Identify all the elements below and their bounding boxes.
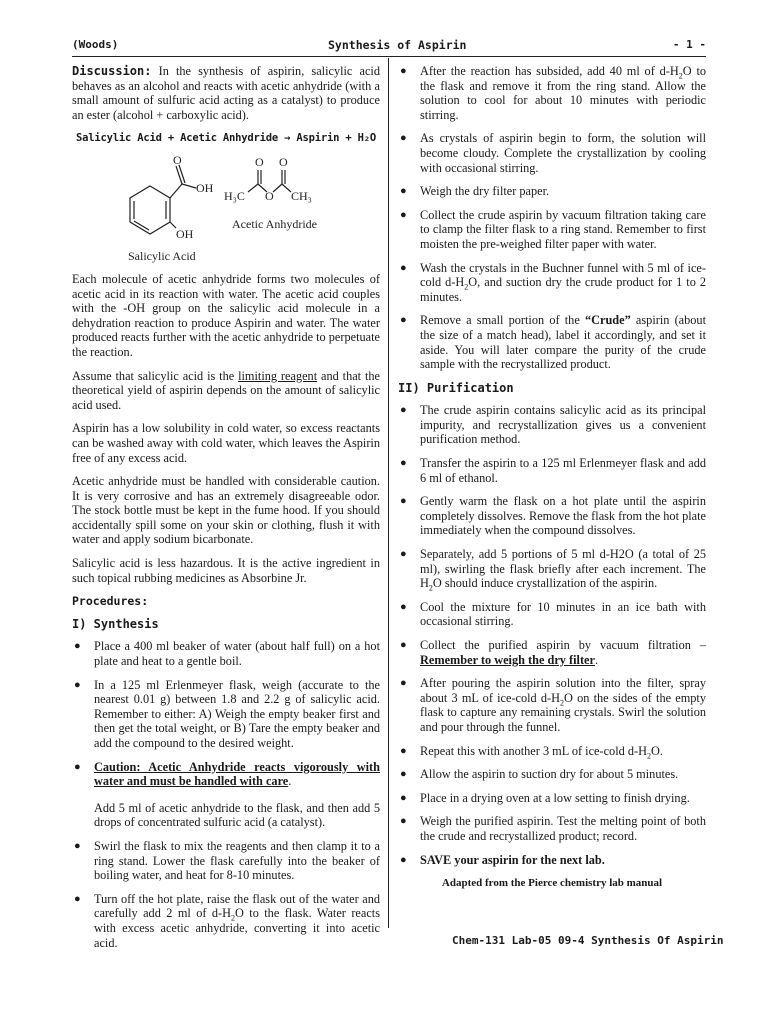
bullet-icon: ● bbox=[400, 768, 407, 781]
list-item: ● Place a 400 ml beaker of water (about half full) on a hot plate and heat to a gentle boil. bbox=[74, 639, 380, 669]
bullet-icon: ● bbox=[400, 65, 407, 77]
bullet-icon: ● bbox=[74, 839, 81, 852]
bullet-icon: ● bbox=[400, 404, 407, 417]
discussion-label: Discussion: bbox=[72, 64, 152, 78]
synthesis-steps bbox=[72, 639, 380, 788]
anhydride-carbonyl-o-1: O bbox=[255, 154, 264, 169]
bullet-icon: ● bbox=[74, 640, 81, 653]
bullet-icon: ● bbox=[400, 185, 407, 198]
bullet-icon: ● bbox=[400, 314, 407, 327]
page-footer: Chem-131 Lab-05 09-4 Synthesis Of Aspirin bbox=[452, 934, 724, 947]
list-item: ● Allow the aspirin to suction dry for about 5 minutes. bbox=[400, 767, 679, 782]
save-aspirin-note: SAVE your aspirin for the next lab. bbox=[420, 852, 605, 867]
weigh-filter-reminder: Remember to weigh the dry filter bbox=[420, 652, 595, 667]
list-item: ● Collect the crude aspirin by vacuum filtration taking care to clamp the filter flask to a ring stand. Remember to first moisten the pre-weighed filter paper with water. bbox=[400, 207, 706, 251]
list-item: ● Weigh the purified aspirin. Test the melting point of both the crude and recrystallized product; record. bbox=[400, 814, 706, 843]
bullet-icon: ● bbox=[400, 639, 407, 651]
list-item: ● Cool the mixture for 10 minutes in an ice bath with occasional stirring. bbox=[400, 599, 706, 629]
page-header bbox=[72, 36, 706, 56]
bullet-icon: ● bbox=[400, 600, 407, 613]
list-item: ● Caution: Acetic Anhydride reacts vigorously with water and must be handled with care. bbox=[74, 759, 380, 789]
bullet-icon: ● bbox=[400, 815, 407, 828]
acetic-anhydride-label: Acetic Anhydride bbox=[232, 216, 317, 231]
list-item: ● After pouring the aspirin solution into the filter, spray about 3 mL of ice-cold $d-H_2O$ on the sides of the empty flask to capture any remaining crystals. Swirl the solution and pour through the funnel. bbox=[400, 676, 706, 734]
bullet-icon: ● bbox=[400, 853, 407, 866]
list-item: ● Transfer the aspirin to a 125 ml Erlenmeyer flask and add 6 ml of ethanol. bbox=[400, 456, 706, 485]
salicylic-carboxyl-oh: OH bbox=[196, 180, 214, 195]
salicylic-phenol-oh: OH bbox=[176, 226, 194, 241]
list-item: ● Turn off the hot plate, raise the flask out of the water and carefully add 2 ml of $d-H_2O$ to the flask. Water reacts with excess acetic anhydride, converting it into acetic acid. bbox=[74, 891, 380, 950]
bullet-icon: ● bbox=[400, 791, 407, 804]
list-item: ● Repeat this with another 3 mL of ice-cold $d-H_2O$. bbox=[400, 743, 663, 761]
header-rule bbox=[72, 56, 706, 57]
right-column bbox=[398, 64, 706, 891]
bullet-icon: ● bbox=[400, 677, 407, 690]
bullet-icon: ● bbox=[74, 678, 81, 691]
limiting-reagent-term: limiting reagent bbox=[238, 368, 318, 383]
bullet-icon: ● bbox=[400, 457, 407, 470]
purification-heading: II) Purification bbox=[398, 380, 514, 395]
bullet-icon: ● bbox=[400, 261, 407, 274]
header-author: (Woods) bbox=[72, 38, 119, 51]
source-credit: Adapted from the Pierce chemistry lab manual bbox=[441, 877, 663, 890]
chemical-structures bbox=[72, 148, 380, 263]
header-page-number: - 1 - bbox=[672, 38, 706, 51]
left-column bbox=[72, 64, 380, 959]
anhydride-h3c: H₃C bbox=[224, 188, 245, 203]
bullet-icon: ● bbox=[400, 495, 407, 508]
salicylic-carbonyl-o: O bbox=[173, 152, 182, 167]
list-item: ● Weigh the dry filter paper. bbox=[400, 184, 550, 199]
synthesis-steps-right bbox=[398, 64, 706, 372]
add-anhydride-step: Add 5 ml of acetic anhydride to the flask, and then add 5 drops of concentrated sulfuric acid (a catalyst). bbox=[94, 800, 380, 830]
caution-warning: Caution: Acetic Anhydride reacts vigorously with water and must be handled with care bbox=[94, 759, 380, 789]
purification-steps bbox=[398, 403, 706, 867]
bullet-icon: ● bbox=[400, 208, 407, 221]
discussion-para-4: Acetic anhydride must be handled with considerable caution. It is very corrosive and has an extremely disagreeable odor. The stock bottle must be kept in the fume hood. If you should accidentally spill some on your skin or clothing, flush it with water and apply sodium bicarbonate. bbox=[72, 474, 380, 547]
discussion-para-3: Aspirin has a low solubility in cold water, so excess reactants can be washed away with cold water, which leaves the Aspirin free of any excess acid. bbox=[72, 421, 380, 465]
reaction-equation: Salicylic Acid + Acetic Anhydride → Aspirin + H₂O bbox=[76, 132, 376, 145]
salicylic-acid-structure bbox=[130, 165, 196, 234]
discussion-intro: Discussion: In the synthesis of aspirin, salicylic acid behaves as an alcohol and reacts with acetic anhydride (with a small amount of sulfuric acid acting as a catalyst) to produce an ester (alcohol + carboxylic acid). bbox=[72, 64, 380, 122]
list-item: ● Collect the purified aspirin by vacuum filtration – Remember to weigh the dry filter. bbox=[400, 638, 706, 667]
anhydride-ch3: CH₃ bbox=[291, 188, 312, 203]
bullet-icon: ● bbox=[400, 132, 407, 145]
procedures-heading: Procedures: bbox=[72, 594, 149, 609]
bullet-icon: ● bbox=[74, 892, 81, 905]
list-item: ● Wash the crystals in the Buchner funnel with 5 ml of ice-cold $d-H_2O$, and suction dry the crude product for 1 to 2 minutes. bbox=[400, 260, 706, 304]
list-item: ● Gently warm the flask on a hot plate until the aspirin completely dissolves. Remove the flask from the hot plate immediately when the compound dissolves. bbox=[400, 494, 706, 538]
anhydride-carbonyl-o-2: O bbox=[279, 154, 288, 169]
discussion-para-2: Assume that salicylic acid is the limiting reagent and that the theoretical yield of aspirin depends on the amount of salicylic acid used. bbox=[72, 368, 381, 412]
list-item: ● Swirl the flask to mix the reagents and then clamp it to a ring stand. Lower the flask carefully into the beaker of boiling water, and heat for 8-10 minutes. bbox=[74, 838, 380, 883]
header-title: Synthesis of Aspirin bbox=[328, 38, 467, 52]
list-item bbox=[398, 853, 706, 868]
bullet-icon: ● bbox=[74, 760, 81, 773]
list-item: ● In a 125 ml Erlenmeyer flask, weigh (accurate to the nearest 0.01 g) between 1.8 and 2.2 g of salicylic acid. Remember to either: A) Weigh the empty beaker first and then get the total weight, or B) Tare the empty beaker and add the compound to the desired weight. bbox=[74, 677, 380, 750]
discussion-para-5: Salicylic acid is less hazardous. It is the active ingredient in such topical rubbing medicines as Absorbine Jr. bbox=[72, 556, 380, 585]
synthesis-steps-continued bbox=[72, 839, 380, 950]
bullet-icon: ● bbox=[400, 548, 407, 561]
synthesis-heading: I) Synthesis bbox=[72, 616, 159, 631]
list-item: ● The crude aspirin contains salicylic acid as its principal impurity, and recrystallization gives us a convenient purification method. bbox=[400, 403, 706, 447]
salicylic-acid-label: Salicylic Acid bbox=[128, 248, 196, 263]
list-item: ● As crystals of aspirin begin to form, the solution will become cloudy. Complete the crystallization by cooling with occasional stirring. bbox=[400, 131, 706, 175]
list-item: ● Remove a small portion of the “Crude” aspirin (about the size of a match head), label it accordingly, and set it aside. You will later compare the purity of the crude sample with the recrystallized product. bbox=[400, 313, 706, 372]
bullet-icon: ● bbox=[400, 744, 407, 757]
discussion-para-1: Each molecule of acetic anhydride forms two molecules of acetic acid in its reaction with water. The acetic acid couples with the -OH group on the salicylic acid molecule in a dehydration reaction to produce Aspirin and water. The water produced reacts further with the acetic anhydride to perpetuate the reaction. bbox=[72, 271, 380, 359]
structures-figure bbox=[72, 148, 380, 263]
column-divider bbox=[388, 58, 389, 928]
list-item: ● Place in a drying oven at a low setting to finish drying. bbox=[400, 790, 690, 805]
list-item: ● After the reaction has subsided, add 40 ml of $d-H_2O$ to the flask and remove it from the ring stand. Allow the solution to cool for about 10 minutes with periodic stirring. bbox=[400, 64, 707, 122]
anhydride-bridge-o: O bbox=[265, 188, 274, 203]
list-item: ● Separately, add 5 portions of 5 ml d-H2O (a total of 25 ml), swirling the flask briefly after each increment. The $H_2O$ should induce crystallization of the aspirin. bbox=[400, 547, 706, 593]
crude-term: “Crude” bbox=[584, 313, 631, 328]
